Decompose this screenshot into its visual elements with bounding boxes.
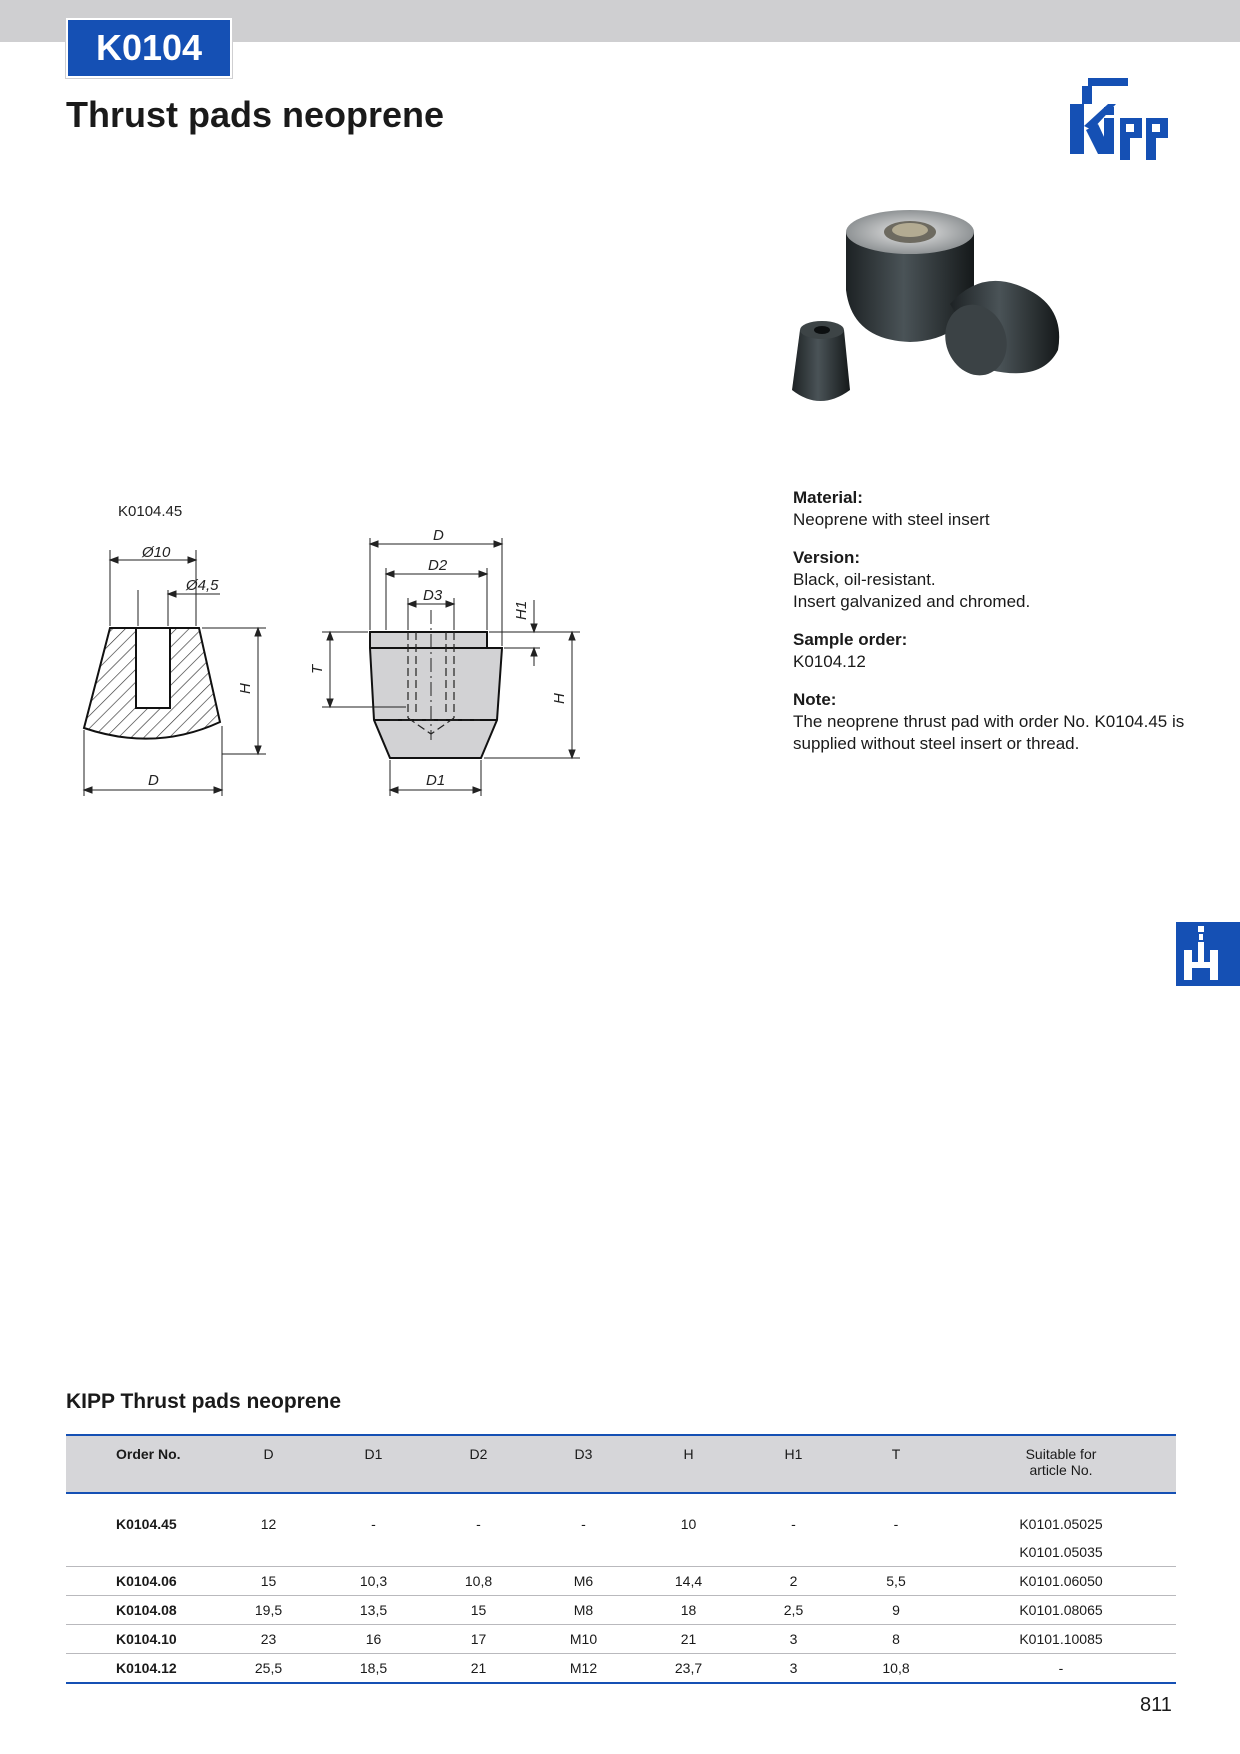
chapter-tab	[1176, 922, 1240, 986]
cell-h1: 3	[741, 1625, 846, 1654]
cell-suitable: K0101.10085	[946, 1625, 1176, 1654]
table-header-row	[66, 1435, 1176, 1493]
cell-order: K0104.45	[116, 1516, 177, 1532]
cell-suitable: -	[946, 1654, 1176, 1684]
cell-d1: -	[371, 1516, 376, 1532]
col-suitable	[946, 1435, 1176, 1493]
dim-h-left: H	[237, 683, 254, 694]
col-suitable-line-1: Suitable for	[1025, 1446, 1097, 1462]
kipp-logo	[1068, 74, 1180, 160]
cell-t: 5,5	[846, 1567, 946, 1596]
table-row	[66, 1596, 1176, 1625]
cell-d2: 10,8	[426, 1567, 531, 1596]
product-code-badge: K0104	[66, 18, 232, 78]
cell-d: 25,5	[216, 1654, 321, 1684]
cell-d2: -	[476, 1516, 481, 1532]
cell-d2	[426, 1538, 531, 1567]
col-order-no: Order No.	[116, 1446, 181, 1462]
material-block	[793, 487, 1203, 531]
table-row	[66, 1538, 1176, 1567]
sample-order-block	[793, 629, 1203, 673]
dim-d3: D3	[423, 587, 443, 604]
table-row	[66, 1625, 1176, 1654]
cell-order	[66, 1538, 216, 1567]
cell-d3: -	[581, 1516, 586, 1532]
page-number: 811	[1140, 1694, 1172, 1716]
table-row	[66, 1654, 1176, 1684]
sample-order-text: K0104.12	[793, 652, 866, 671]
cell-d2: 17	[426, 1625, 531, 1654]
dim-h1: H1	[513, 600, 530, 620]
cell-h: 14,4	[636, 1567, 741, 1596]
dim-d-left: D	[148, 772, 159, 789]
technical-drawing	[60, 490, 620, 810]
cell-t: 8	[846, 1625, 946, 1654]
cell-order: K0104.12	[66, 1654, 216, 1684]
cell-d2: 21	[426, 1654, 531, 1684]
page-title: Thrust pads neoprene	[66, 94, 445, 135]
version-line-2: Insert galvanized and chromed.	[793, 592, 1031, 611]
cell-d2: 15	[426, 1596, 531, 1625]
cell-h: 23,7	[636, 1654, 741, 1684]
sample-order-label: Sample order:	[793, 630, 908, 649]
col-d3: D3	[574, 1446, 593, 1462]
cell-order: K0104.08	[66, 1596, 216, 1625]
table-title: KIPP Thrust pads neoprene	[66, 1390, 341, 1413]
product-photo	[780, 200, 1080, 440]
col-d1: D1	[364, 1446, 383, 1462]
cell-d3: M10	[531, 1625, 636, 1654]
cell-t: -	[893, 1516, 899, 1532]
cell-d3	[531, 1538, 636, 1567]
cell-order: K0104.06	[66, 1567, 216, 1596]
cell-d: 19,5	[216, 1596, 321, 1625]
cell-t: 9	[846, 1596, 946, 1625]
cell-d1: 16	[321, 1625, 426, 1654]
cell-d3: M8	[531, 1596, 636, 1625]
material-text: Neoprene with steel insert	[793, 510, 990, 529]
note-text: The neoprene thrust pad with order No. K0104.45 is supplied without steel insert or thread.	[793, 712, 1185, 753]
col-h1: H1	[784, 1446, 803, 1462]
cell-suitable: K0101.06050	[946, 1567, 1176, 1596]
cell-h1: 3	[741, 1654, 846, 1684]
col-d: D	[263, 1446, 274, 1462]
note-label: Note:	[793, 690, 837, 709]
cell-h1: -	[791, 1516, 796, 1532]
table-spacer	[66, 1493, 1176, 1510]
cell-h: 21	[636, 1625, 741, 1654]
col-h: H	[683, 1446, 694, 1462]
dim-d10: Ø10	[142, 544, 171, 561]
cell-h: 18	[636, 1596, 741, 1625]
cell-d1	[321, 1538, 426, 1567]
cell-suitable: K0101.05035	[1019, 1544, 1103, 1560]
cell-d: 23	[216, 1625, 321, 1654]
cell-d1: 10,3	[321, 1567, 426, 1596]
cell-d3: M6	[531, 1567, 636, 1596]
col-suitable-line-2: article No.	[1029, 1462, 1093, 1478]
col-d2: D2	[469, 1446, 488, 1462]
material-label: Material:	[793, 488, 863, 507]
cell-h1: 2,5	[741, 1596, 846, 1625]
cell-h1: 2	[741, 1567, 846, 1596]
version-label: Version:	[793, 548, 861, 567]
note-block	[793, 689, 1203, 755]
cell-d1: 18,5	[321, 1654, 426, 1684]
table-row	[66, 1567, 1176, 1596]
spec-table	[66, 1434, 1176, 1684]
cell-d: 12	[260, 1516, 277, 1532]
cell-t	[846, 1538, 946, 1567]
product-info	[793, 487, 1203, 771]
dim-t: T	[309, 664, 326, 674]
cell-h	[636, 1538, 741, 1567]
version-block	[793, 547, 1203, 613]
cell-d	[216, 1538, 321, 1567]
cell-suitable: K0101.08065	[946, 1596, 1176, 1625]
dim-d1: D1	[426, 772, 446, 789]
dim-d-right: D	[433, 527, 444, 544]
cell-suitable: K0101.05025	[1019, 1516, 1103, 1532]
col-t: T	[891, 1446, 901, 1462]
table-row	[66, 1510, 1176, 1538]
cell-d1: 13,5	[321, 1596, 426, 1625]
cell-order: K0104.10	[66, 1625, 216, 1654]
clamp-icon	[1176, 922, 1240, 986]
version-line-1: Black, oil-resistant.	[793, 570, 936, 589]
cell-d3: M12	[531, 1654, 636, 1684]
dim-h-right: H	[551, 693, 568, 704]
cell-h: 10	[680, 1516, 697, 1532]
drawing-label-k0104-45: K0104.45	[118, 503, 183, 520]
dim-d4-5: Ø4,5	[186, 577, 219, 594]
cell-h1	[741, 1538, 846, 1567]
dim-d2: D2	[428, 557, 448, 574]
cell-t: 10,8	[846, 1654, 946, 1684]
cell-d: 15	[216, 1567, 321, 1596]
